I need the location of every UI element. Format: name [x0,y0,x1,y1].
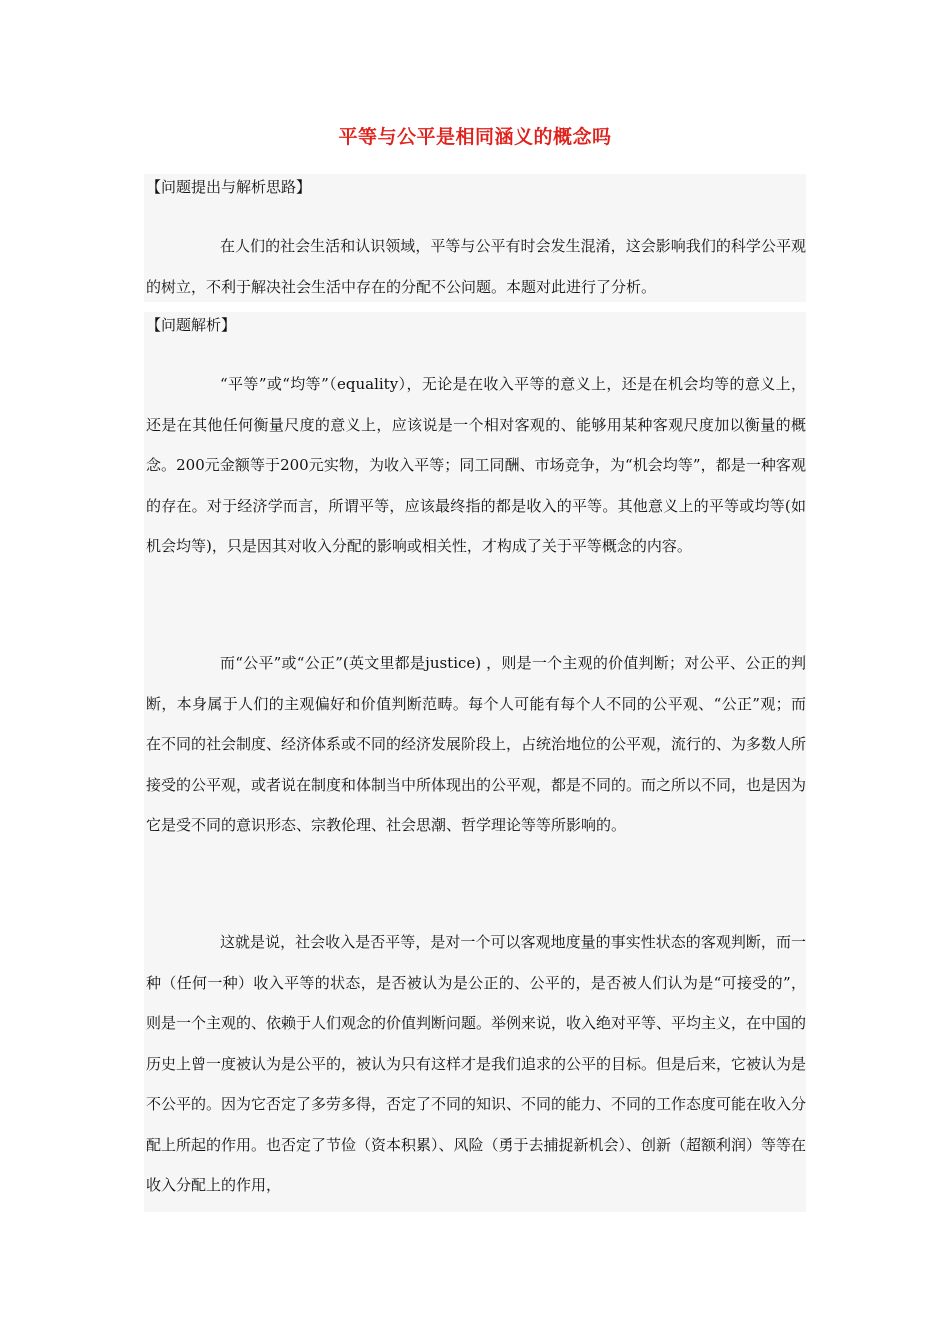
paragraph-justice: 而“公平”或“公正”(英文里都是justice) ，则是一个主观的价值判断；对公平、公正的判断，本身属于人们的主观偏好和价值判断范畴。每个人可能有每个人不同的公平观、“公正”观；而在不同的社会制度、经济体系或不同的经济发展阶段上，占统治地位的公平观，流行的、为多数人所接受的公平观，或者说在制度和体制当中所体现出的公平观，都是不同的。而之所以不同，也是因为它是受不同的意识形态、宗教伦理、社会思潮、哲学理论等等所影响的。 [146,654,807,834]
paragraph-equality: “平等”或“均等”（equality），无论是在收入平等的意义上，还是在机会均等的意义上，还是在其他任何衡量尺度的意义上，应该说是一个相对客观的、能够用某种客观尺度加以衡量的概念。200元金额等于200元实物，为收入平等；同工同酬、市场竞争，为“机会均等”，都是一种客观的存在。对于经济学而言，所谓平等，应该最终指的都是收入的平等。其他意义上的平等或均等(如机会均等)，只是因其对收入分配的影响或相关性，才构成了关于平等概念的内容。 [146,375,806,555]
section-heading-intro: 【问题提出与解析思路】 [146,178,312,196]
document-title: 平等与公平是相同涵义的概念吗 [338,126,612,148]
paragraph-conclusion: 这就是说，社会收入是否平等，是对一个可以客观地度量的事实性状态的客观判断，而一种（任何一种）收入平等的状态，是否被认为是公正的、公平的，是否被人们认为是“可接受的”，则是一个主观的、依赖于人们观念的价值判断问题。举例来说，收入绝对平等、平均主义，在中国的历史上曾一度被认为是公平的，被认为只有这样才是我们追求的公平的目标。但是后来，它被认为是不公平的。因为它否定了多劳多得，否定了不同的知识、不同的能力、不同的工作态度可能在收入分配上所起的作用。也否定了节俭（资本积累）、风险（勇于去捕捉新机会）、创新（超额利润）等等在收入分配上的作用， [146,933,807,1194]
section-heading-analysis: 【问题解析】 [146,316,237,334]
paragraph-intro: 在人们的社会生活和认识领域，平等与公平有时会发生混淆，这会影响我们的科学公平观的树立，不利于解决社会生活中存在的分配不公问题。本题对此进行了分析。 [146,237,806,296]
